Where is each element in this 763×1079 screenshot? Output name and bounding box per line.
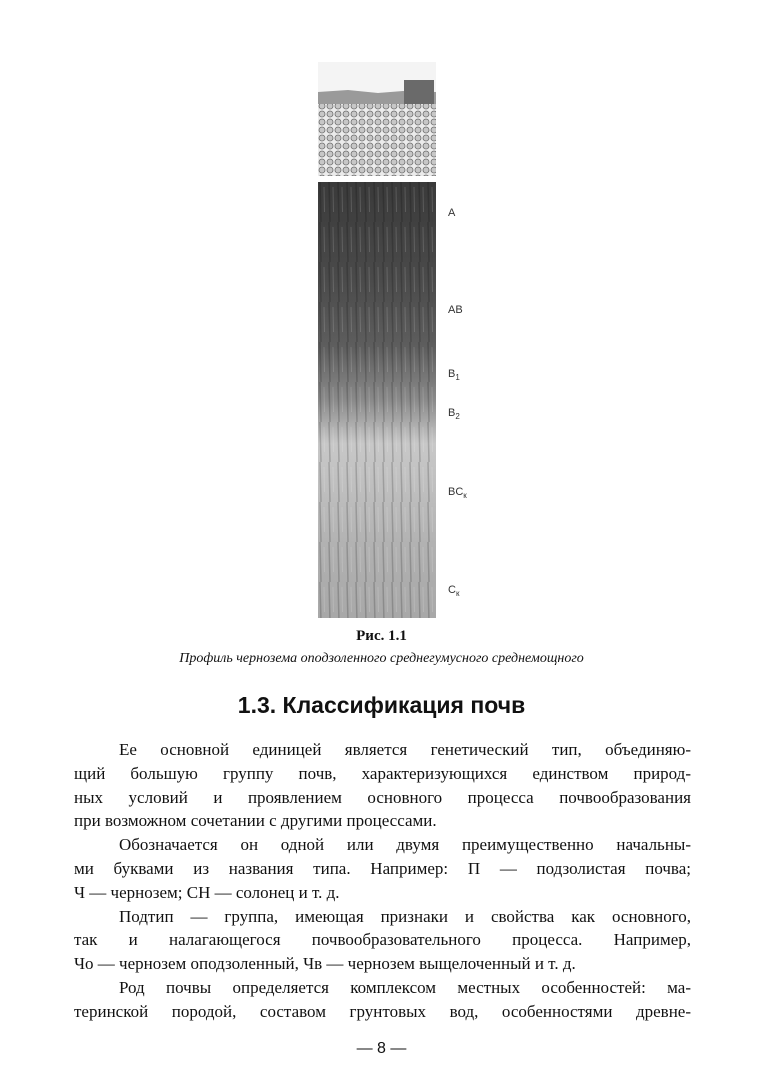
landscape-trees (404, 80, 434, 104)
horizon-label-a: A (448, 207, 456, 219)
paragraph-4 (74, 976, 691, 1024)
text-line: теринской породой, составом грунтовых вод, особенностями древне- (74, 1001, 691, 1021)
text-line: Обозначается он одной или двумя преимущественно начальны- (119, 835, 691, 855)
horizon-label-b1: $B_1$ (448, 368, 460, 383)
section-heading: 1.3. Классификация почв (237, 692, 526, 718)
text-line: Род почвы определяется комплексом местных особенностей: ма- (119, 977, 691, 997)
figure-caption-title: Рис. 1.1 (356, 628, 407, 644)
horizon-label-bck: $BC_к$ (448, 486, 467, 501)
soil-profile-illustration (318, 62, 488, 618)
text-line: Ее основной единицей является генетический тип, объединяю- (119, 740, 691, 759)
soil-profile-figure (318, 62, 488, 618)
text-line: Ч — чернозем; СН — солонец и т. д. (74, 882, 340, 902)
horizon-label-ab: AB (448, 304, 463, 316)
text-line: ми буквами из названия типа. Например: П — подзолистая почва; (74, 858, 691, 878)
text-line: щий большую группу почв, характеризующихся единством природ- (74, 763, 691, 783)
page-number: — 8 — (356, 1040, 407, 1057)
figure-caption-text: Профиль чернозема оподзоленного среднегумусного среднемощного (179, 651, 584, 666)
horizon-label-b2: $B_2$ (448, 407, 460, 422)
text-line: так и налагающегося почвообразовательного процесса. Например, (74, 930, 691, 950)
text-line: Подтип — группа, имеющая признаки и свойства как основного, (119, 906, 691, 926)
body-text (74, 738, 691, 1024)
horizon-label-ck: $C_к$ (448, 584, 460, 599)
text-line: Чо — чернозем оподзоленный, Чв — чернозем выщелоченный и т. д. (74, 954, 576, 974)
text-line: ных условий и проявлением основного процесса почвообразования (74, 787, 691, 807)
text-line: при возможном сочетании с другими процессами. (74, 811, 437, 831)
paragraph-3 (74, 905, 691, 976)
paragraph-2 (74, 833, 691, 904)
paragraph-1 (74, 738, 691, 833)
